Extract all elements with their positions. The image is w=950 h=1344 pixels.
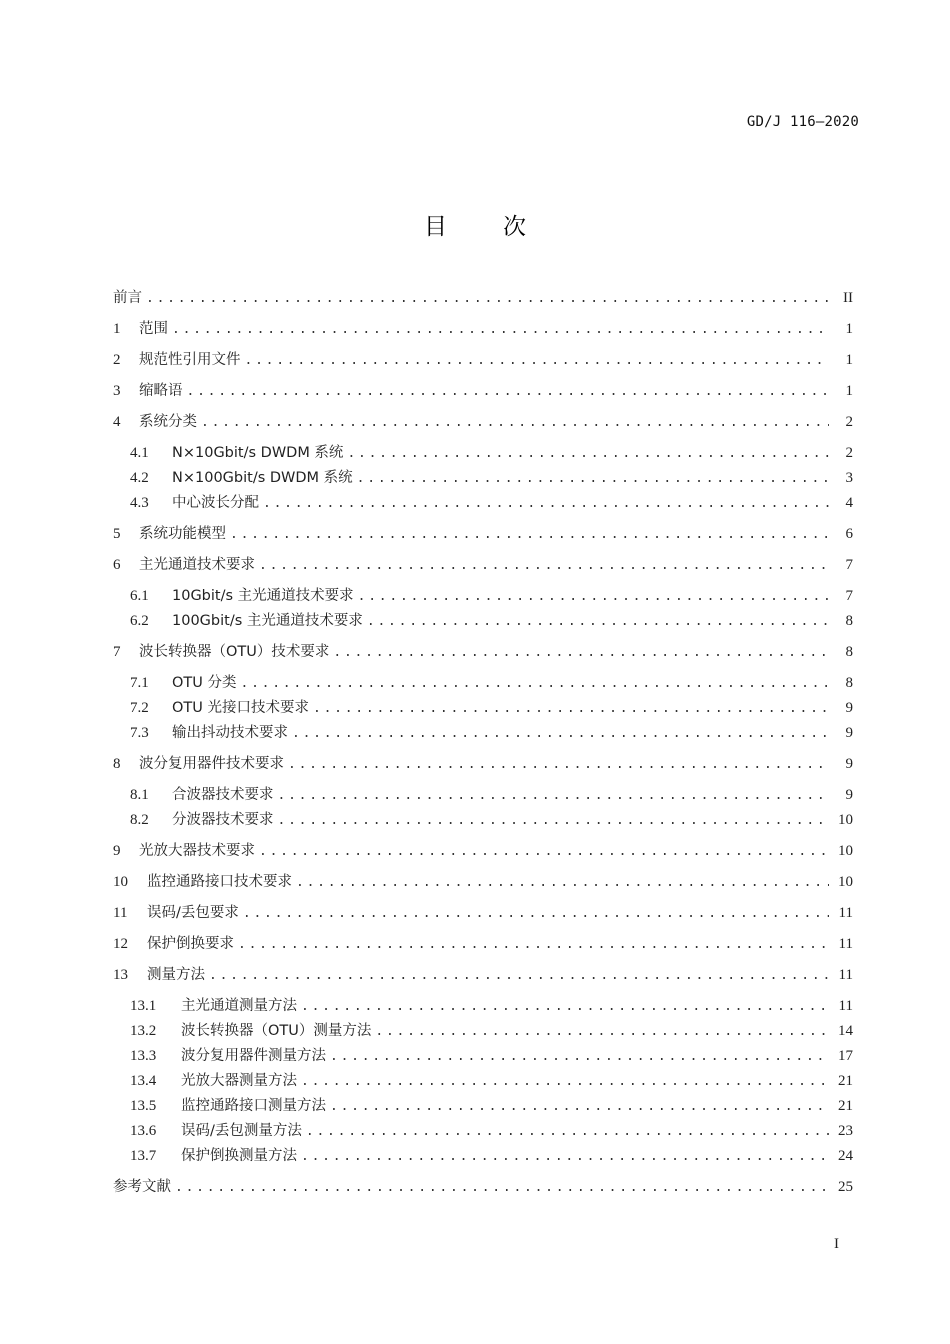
toc-entry-page: 3	[845, 470, 853, 486]
toc-entry-page: 8	[845, 675, 853, 691]
dot-leader	[187, 381, 830, 403]
toc-entry-page: 2	[845, 414, 853, 430]
toc-entry[interactable]	[130, 784, 853, 806]
dot-leader	[301, 1146, 829, 1168]
dot-leader	[230, 524, 829, 546]
toc-entry-label: 分波器技术要求	[172, 812, 274, 828]
toc-title	[0, 208, 950, 241]
toc-entry-number: 13.3	[130, 1048, 157, 1064]
toc-entry-page: 21	[838, 1073, 853, 1089]
toc-entry-label: 缩略语	[139, 383, 183, 399]
toc-entry-page: 10	[838, 874, 853, 890]
toc-entry-number: 5	[113, 526, 121, 542]
toc-entry-page: 9	[845, 700, 853, 716]
toc-entry[interactable]	[130, 467, 853, 489]
toc-entry-page: 6	[845, 526, 853, 542]
toc-entry[interactable]	[130, 995, 853, 1017]
toc-entry[interactable]	[130, 697, 853, 719]
toc-entry-page: 1	[845, 321, 853, 337]
toc-entry-number: 8.2	[130, 812, 149, 828]
toc-entry-page: 14	[838, 1023, 853, 1039]
toc-entry-label: 波长转换器（OTU）技术要求	[139, 644, 330, 660]
toc-entry[interactable]	[113, 933, 853, 955]
toc-entry-number: 8.1	[130, 787, 149, 803]
toc-entry-page: 24	[838, 1148, 853, 1164]
toc-entry[interactable]	[113, 380, 853, 402]
toc-entry[interactable]	[113, 554, 853, 576]
toc-entry-number: 7.3	[130, 725, 149, 741]
toc-entry-page: 9	[845, 725, 853, 741]
toc-entry[interactable]	[113, 641, 853, 663]
dot-leader	[330, 1046, 829, 1068]
dot-leader	[175, 1177, 829, 1199]
toc-entry-page: 11	[838, 905, 853, 921]
toc-entry-page: 11	[838, 998, 853, 1014]
toc-entry-page: 1	[845, 352, 853, 368]
dot-leader	[333, 642, 829, 664]
dot-leader	[292, 723, 829, 745]
toc-entry-page: 11	[838, 936, 853, 952]
toc-entry-number: 4.3	[130, 495, 149, 511]
toc-entry[interactable]	[113, 1176, 853, 1198]
toc-entry-label: N×100Gbit/s DWDM 系统	[172, 470, 353, 486]
toc-entry-label: OTU 光接口技术要求	[172, 700, 309, 716]
dot-leader	[259, 555, 829, 577]
toc-entry-label: 波长转换器（OTU）测量方法	[181, 1023, 372, 1039]
toc-entry-label: 范围	[139, 321, 168, 337]
toc-entry[interactable]	[130, 1070, 853, 1092]
toc-entry-number: 12	[113, 936, 128, 952]
toc-entry-number: 9	[113, 843, 121, 859]
toc-entry-label: 主光通道测量方法	[181, 998, 297, 1014]
dot-leader	[263, 493, 829, 515]
toc-entry-number: 13.6	[130, 1123, 157, 1139]
toc-entry[interactable]	[113, 523, 853, 545]
dot-leader	[241, 673, 830, 695]
dot-leader	[278, 785, 830, 807]
toc-entry-page: 10	[838, 843, 853, 859]
dot-leader	[296, 872, 829, 894]
toc-entry-number: 6.2	[130, 613, 149, 629]
toc-entry[interactable]	[113, 840, 853, 862]
toc-entry-label: 测量方法	[147, 967, 205, 983]
toc-entry[interactable]	[130, 492, 853, 514]
toc-entry-number: 10	[113, 874, 128, 890]
toc-entry[interactable]	[113, 411, 853, 433]
dot-leader	[367, 611, 829, 633]
dot-leader	[301, 996, 829, 1018]
toc-entry-label: 光放大器技术要求	[139, 843, 255, 859]
toc-entry-page: 1	[845, 383, 853, 399]
toc-entry-page: 8	[845, 613, 853, 629]
dot-leader	[278, 810, 830, 832]
toc-entry-label: 中心波长分配	[172, 495, 259, 511]
toc-entry[interactable]	[130, 1120, 853, 1142]
dot-leader	[358, 586, 829, 608]
toc-entry[interactable]	[113, 871, 853, 893]
toc-entry[interactable]	[130, 1095, 853, 1117]
dot-leader	[243, 903, 829, 925]
toc-entry-number: 7.1	[130, 675, 149, 691]
toc-entry-label: 监控通路接口测量方法	[181, 1098, 326, 1114]
dot-leader	[357, 468, 829, 490]
toc-entry-label: 波分复用器件测量方法	[181, 1048, 326, 1064]
toc-entry-page: 8	[845, 644, 853, 660]
toc-entry-page: 11	[838, 967, 853, 983]
toc-entry-page: 7	[845, 588, 853, 604]
toc-entry-number: 6.1	[130, 588, 149, 604]
toc-entry[interactable]	[130, 610, 853, 632]
toc-entry[interactable]	[130, 672, 853, 694]
dot-leader	[172, 319, 829, 341]
page-number: I	[834, 1236, 839, 1252]
toc-entry-label: 误码/丢包测量方法	[181, 1123, 302, 1139]
toc-entry-number: 13.2	[130, 1023, 157, 1039]
toc-entry[interactable]	[130, 1145, 853, 1167]
toc-entry-label: 100Gbit/s 主光通道技术要求	[172, 613, 363, 629]
toc-entry-label: 输出抖动技术要求	[172, 725, 288, 741]
toc-entry-label: 前言	[113, 290, 142, 306]
toc-entry-page: 9	[845, 756, 853, 772]
toc-entry-number: 2	[113, 352, 121, 368]
toc-entry-label: 保护倒换要求	[147, 936, 234, 952]
toc-entry-label: OTU 分类	[172, 675, 237, 691]
toc-entry-number: 8	[113, 756, 121, 772]
toc-entry[interactable]	[130, 585, 853, 607]
toc-entry-page: 7	[845, 557, 853, 573]
document-code: GD/J 116—2020	[746, 114, 859, 130]
toc-entry-number: 13.7	[130, 1148, 157, 1164]
toc-entry-number: 4	[113, 414, 121, 430]
dot-leader	[288, 754, 829, 776]
toc-entry-label: 保护倒换测量方法	[181, 1148, 297, 1164]
toc-entry-number: 13.1	[130, 998, 157, 1014]
toc-entry-number: 4.1	[130, 445, 149, 461]
toc-entry[interactable]	[113, 753, 853, 775]
toc-entry[interactable]	[113, 964, 853, 986]
toc-entry-label: 光放大器测量方法	[181, 1073, 297, 1089]
toc-entry-page: 2	[845, 445, 853, 461]
dot-leader	[201, 412, 829, 434]
dot-leader	[375, 1021, 829, 1043]
toc-entry-label: 10Gbit/s 主光通道技术要求	[172, 588, 354, 604]
toc-entry-page: 23	[838, 1123, 853, 1139]
toc-entry[interactable]	[130, 1045, 853, 1067]
toc-entry-page: 21	[838, 1098, 853, 1114]
dot-leader	[306, 1121, 829, 1143]
toc-entry-number: 3	[113, 383, 121, 399]
toc-entry-number: 7	[113, 644, 121, 660]
toc-entry-label: N×10Gbit/s DWDM 系统	[172, 445, 344, 461]
dot-leader	[330, 1096, 829, 1118]
toc-entry-number: 1	[113, 321, 121, 337]
toc-entry-page: 9	[845, 787, 853, 803]
toc-entry-label: 合波器技术要求	[172, 787, 274, 803]
toc-entry-page: 10	[838, 812, 853, 828]
toc-entry-label: 参考文献	[113, 1179, 171, 1195]
toc-entry-label: 系统功能模型	[139, 526, 226, 542]
toc-entry[interactable]	[113, 349, 853, 371]
toc-entry[interactable]	[130, 1020, 853, 1042]
toc-entry[interactable]	[130, 442, 853, 464]
dot-leader	[245, 350, 830, 372]
toc-entry[interactable]	[130, 809, 853, 831]
toc-entry[interactable]	[130, 722, 853, 744]
toc-entry-label: 监控通路接口技术要求	[147, 874, 292, 890]
dot-leader	[238, 934, 829, 956]
toc-entry-label: 误码/丢包要求	[147, 905, 239, 921]
toc-title-char-1: 目	[424, 214, 447, 240]
toc-entry-number: 13.4	[130, 1073, 157, 1089]
toc-entry-label: 波分复用器件技术要求	[139, 756, 284, 772]
toc-entry-page: 17	[838, 1048, 853, 1064]
toc-entry[interactable]	[113, 902, 853, 924]
toc-entry-label: 主光通道技术要求	[139, 557, 255, 573]
toc-title-char-2: 次	[503, 214, 526, 240]
toc-entry-label: 系统分类	[139, 414, 197, 430]
toc-entry[interactable]	[113, 318, 853, 340]
toc-entry-label: 规范性引用文件	[139, 352, 241, 368]
toc-entry-page: 4	[845, 495, 853, 511]
toc-entry-number: 6	[113, 557, 121, 573]
dot-leader	[347, 443, 829, 465]
dot-leader	[301, 1071, 829, 1093]
toc-entry-number: 13.5	[130, 1098, 157, 1114]
toc-entry-number: 7.2	[130, 700, 149, 716]
dot-leader	[313, 698, 829, 720]
toc-entry-page: II	[843, 290, 853, 306]
dot-leader	[259, 841, 829, 863]
dot-leader	[209, 965, 829, 987]
toc-entry-page: 25	[838, 1179, 853, 1195]
toc-entry-number: 4.2	[130, 470, 149, 486]
toc-entry-number: 13	[113, 967, 128, 983]
toc-entry-number: 11	[113, 905, 128, 921]
dot-leader	[146, 288, 829, 310]
toc-entry[interactable]	[113, 287, 853, 309]
